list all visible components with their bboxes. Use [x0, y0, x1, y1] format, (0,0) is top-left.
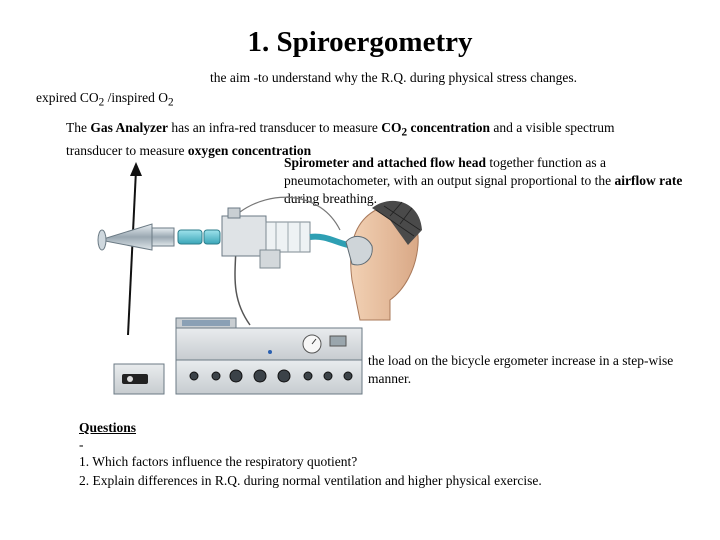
- co2-sub: 2: [401, 126, 408, 139]
- face-mask: [346, 236, 372, 264]
- flow-cone: [98, 224, 174, 250]
- spirometer-term: Spirometer and attached flow head: [284, 155, 486, 170]
- spiro-text-1: together function as a pneumotachometer, with an output signal proportional to the: [284, 155, 615, 188]
- ratio-inspired: /inspired O: [104, 90, 168, 105]
- load-note: the load on the bicycle ergometer increase in a step-wise manner.: [368, 353, 674, 386]
- oxygen-term: oxygen concentration: [187, 142, 312, 158]
- ratio-sub-b: 2: [167, 96, 174, 109]
- tube-connectors: [178, 230, 220, 244]
- co2-term: [381, 120, 491, 139]
- subject-head: [346, 201, 422, 320]
- questions-dash: -: [79, 437, 84, 452]
- breathing-hose: [310, 237, 348, 245]
- gas-text-3: and a visible spectrum transducer to measure: [66, 120, 615, 158]
- question-item: 1. Which factors influence the respiratory quotient?: [79, 454, 358, 469]
- question-item: 2. Explain differences in R.Q. during normal ventilation and higher physical exercise.: [79, 473, 542, 488]
- spiro-text-2: during breathing.: [284, 191, 377, 206]
- gas-text-2: has an infra-red transducer to measure: [168, 120, 382, 135]
- rq-ratio-text: [36, 90, 174, 109]
- airflow-term: airflow rate: [614, 173, 683, 188]
- aim-text: the aim -to understand why the R.Q. during physical stress changes.: [210, 70, 578, 85]
- gas-analyzer-term: Gas Analyzer: [90, 120, 168, 135]
- questions-list: [79, 452, 542, 490]
- pointer-arrow: [128, 162, 142, 335]
- controller-box: [114, 364, 164, 394]
- page-title: 1. Spiroergometry: [247, 26, 473, 58]
- gas-text-1: The: [66, 120, 91, 135]
- co2-suffix: concentration: [407, 120, 491, 135]
- ratio-expired: expired CO: [36, 90, 99, 105]
- ratio-sub-a: 2: [98, 96, 105, 109]
- questions-heading: Questions: [79, 420, 137, 435]
- analyzer-rack: [176, 318, 362, 394]
- co2-prefix: CO: [381, 120, 402, 135]
